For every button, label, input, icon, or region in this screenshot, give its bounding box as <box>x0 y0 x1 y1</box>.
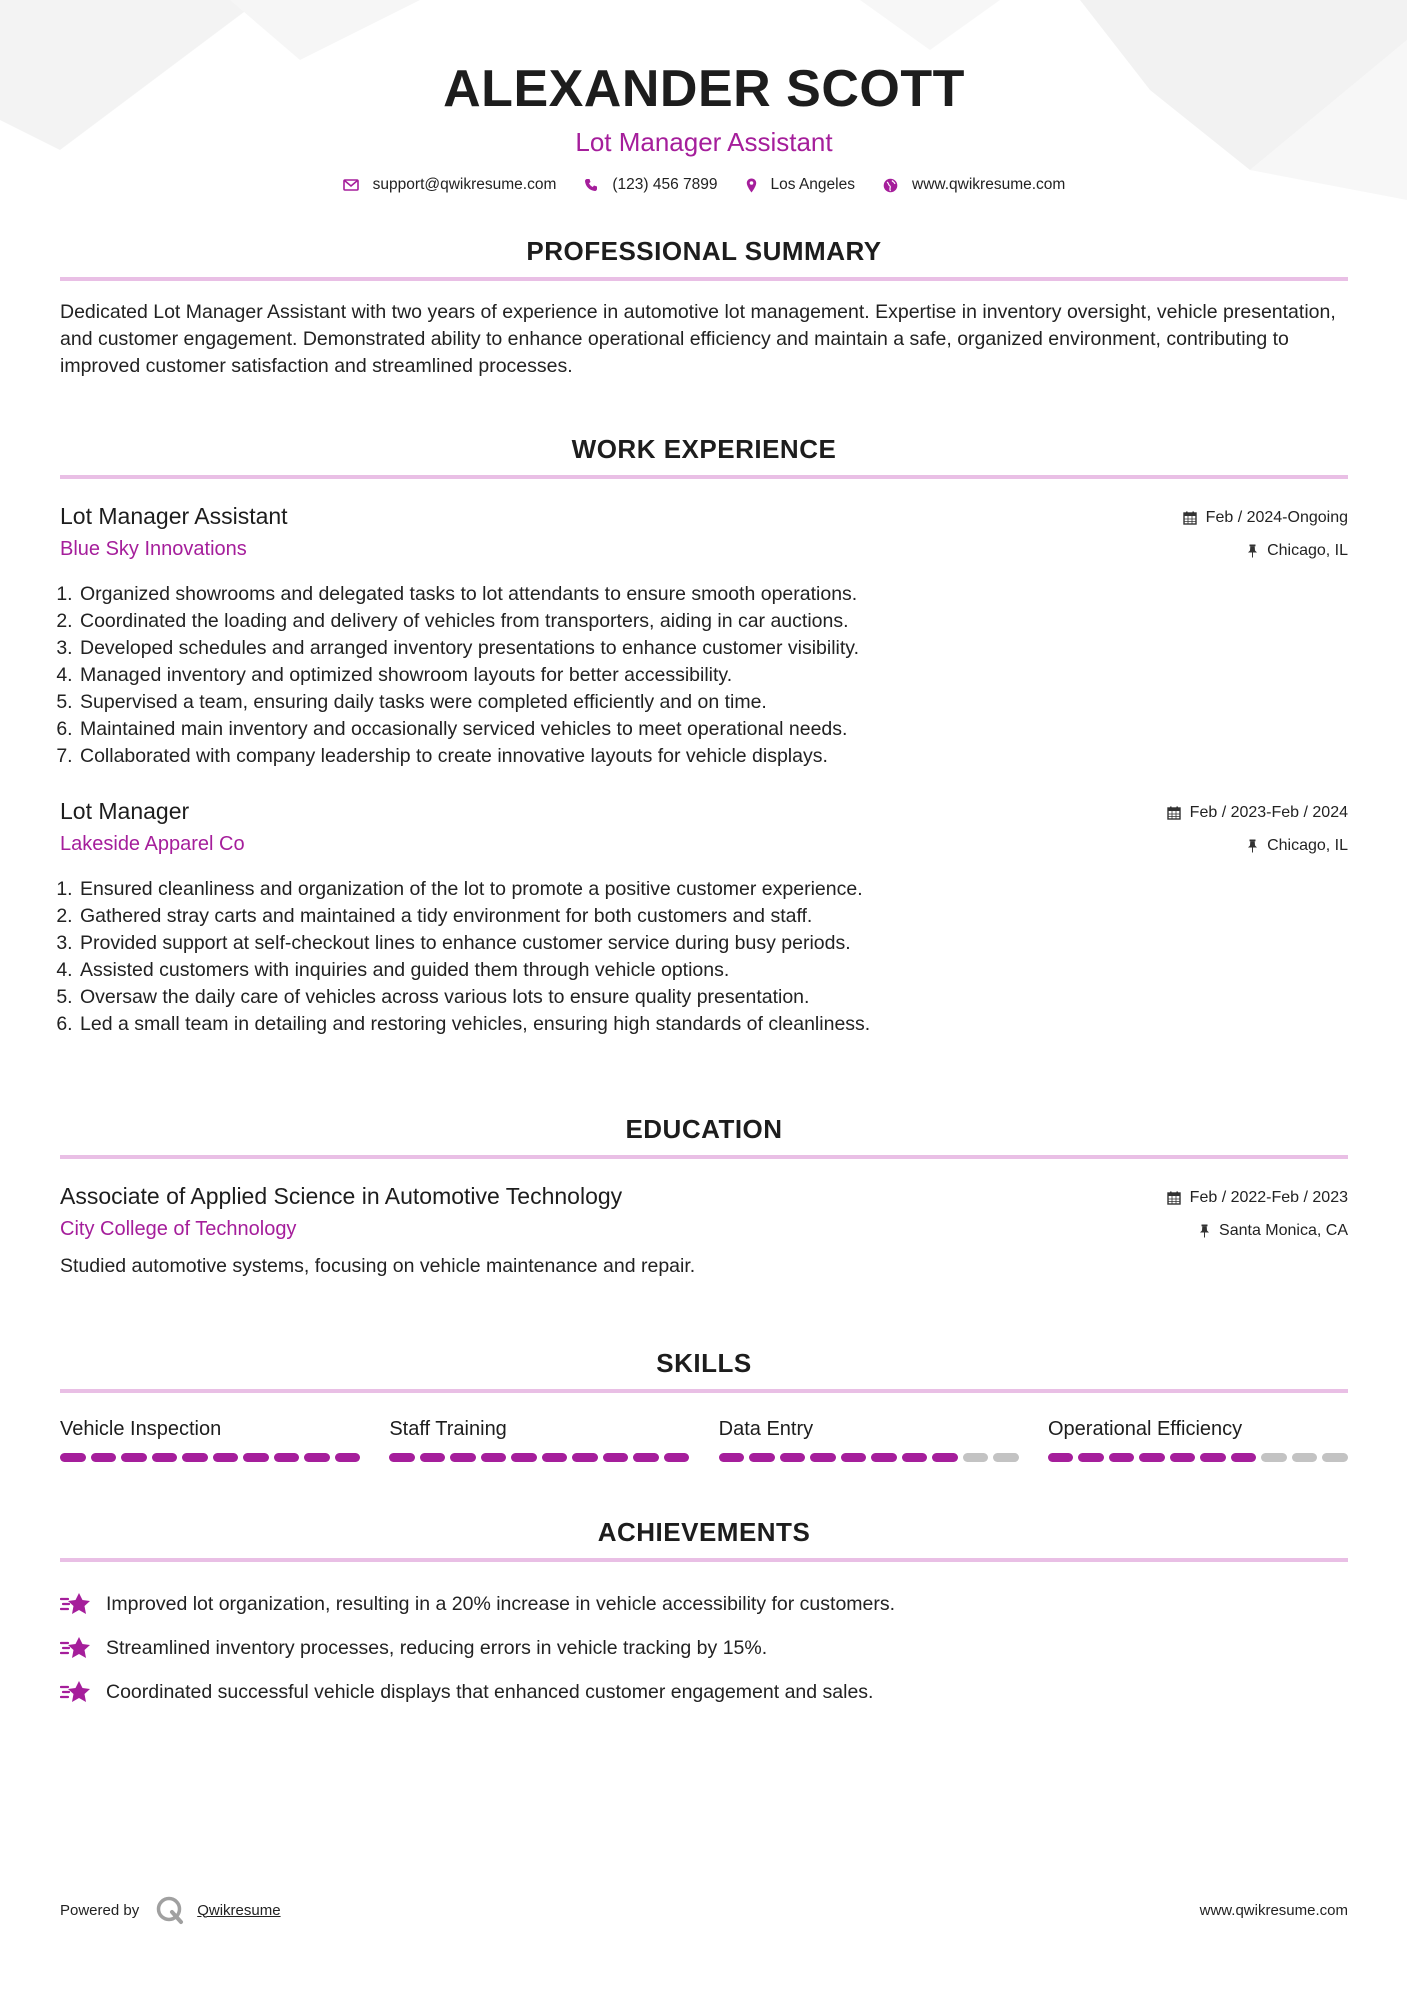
skill-segment-filled <box>511 1453 537 1462</box>
skill-segment-filled <box>1231 1453 1257 1462</box>
skill-level-bar <box>60 1453 360 1462</box>
skill-name: Data Entry <box>718 1418 814 1440</box>
education-entry <box>60 1181 1348 1280</box>
list-item: 4. Assisted customers with inquiries and guided them through vehicle options. <box>78 957 1348 984</box>
job-dates: Feb / 2023-Feb / 2024 <box>1189 803 1348 821</box>
candidate-title: Lot Manager Assistant <box>575 127 833 157</box>
skill-segment-empty <box>1261 1453 1287 1462</box>
job-dates: Feb / 2024-Ongoing <box>1205 508 1348 526</box>
pushpin-icon <box>1247 839 1258 853</box>
job-bullets <box>60 581 1348 770</box>
experience-heading: WORK EXPERIENCE <box>60 434 1348 479</box>
skill-segment-filled <box>749 1453 775 1462</box>
skill-segment-filled <box>810 1453 836 1462</box>
skill-level-bar <box>719 1453 1019 1462</box>
skill-segment-filled <box>572 1453 598 1462</box>
skills-list <box>60 1415 1348 1462</box>
skill-segment-filled <box>274 1453 300 1462</box>
qwikresume-link[interactable]: Qwikresume <box>197 1901 281 1919</box>
contact-phone-text: (123) 456 7899 <box>612 176 718 193</box>
skill-segment-filled <box>1200 1453 1226 1462</box>
contact-website-text: www.qwikresume.com <box>912 176 1066 193</box>
skill-item <box>1048 1415 1348 1462</box>
resume-header <box>60 0 1348 194</box>
skill-segment-filled <box>481 1453 507 1462</box>
qwikresume-logo-icon <box>155 1895 185 1925</box>
list-item: 2. Gathered stray carts and maintained a tidy environment for both customers and staff. <box>78 903 1348 930</box>
job-company: Lakeside Apparel Co <box>60 833 245 855</box>
skill-segment-filled <box>603 1453 629 1462</box>
envelope-icon <box>343 179 359 191</box>
achievement-text: Streamlined inventory processes, reducing errors in vehicle tracking by 15%. <box>106 1636 768 1659</box>
skill-segment-filled <box>1078 1453 1104 1462</box>
skill-segment-filled <box>1048 1453 1074 1462</box>
job-bullets <box>60 876 1348 1038</box>
list-item: 6. Maintained main inventory and occasionally serviced vehicles to meet operational needs. <box>78 716 1348 743</box>
skill-segment-filled <box>542 1453 568 1462</box>
achievement-text: Coordinated successful vehicle displays that enhanced customer engagement and sales. <box>106 1680 874 1703</box>
contact-email[interactable] <box>343 176 557 194</box>
skill-name: Vehicle Inspection <box>60 1418 222 1440</box>
skill-segment-filled <box>902 1453 928 1462</box>
achievement-text: Improved lot organization, resulting in a 20% increase in vehicle accessibility for customers. <box>106 1592 896 1615</box>
list-item: 3. Developed schedules and arranged inventory presentations to enhance customer visibility. <box>78 635 1348 662</box>
list-item: 3. Provided support at self-checkout lines to enhance customer service during busy periods. <box>78 930 1348 957</box>
footer-url[interactable]: www.qwikresume.com <box>1199 1901 1348 1919</box>
education-school: City College of Technology <box>60 1218 297 1240</box>
skill-name: Operational Efficiency <box>1047 1418 1243 1440</box>
summary-section <box>60 236 1348 380</box>
list-item: 5. Oversaw the daily care of vehicles across various lots to ensure quality presentation. <box>78 984 1348 1011</box>
contact-location-text: Los Angeles <box>770 176 855 193</box>
skill-segment-filled <box>60 1453 86 1462</box>
job-meta <box>1183 501 1348 567</box>
pushpin-icon <box>1199 1224 1210 1238</box>
calendar-icon <box>1167 806 1181 820</box>
skill-segment-empty <box>1292 1453 1318 1462</box>
calendar-icon <box>1183 511 1197 525</box>
skill-segment-filled <box>871 1453 897 1462</box>
list-item: 6. Led a small team in detailing and restoring vehicles, ensuring high standards of cleanliness. <box>78 1011 1348 1038</box>
education-section <box>60 1114 1348 1280</box>
skill-segment-filled <box>335 1453 361 1462</box>
skill-segment-filled <box>91 1453 117 1462</box>
phone-icon <box>584 178 598 192</box>
education-degree: Associate of Applied Science in Automotive Technology <box>60 1183 623 1209</box>
globe-icon <box>883 178 898 193</box>
skill-segment-filled <box>213 1453 239 1462</box>
skill-segment-empty <box>963 1453 989 1462</box>
job-role: Lot Manager Assistant <box>60 503 288 529</box>
skill-segment-filled <box>420 1453 446 1462</box>
skill-item <box>389 1415 689 1462</box>
skill-item <box>719 1415 1019 1462</box>
skill-segment-filled <box>121 1453 147 1462</box>
skill-item <box>60 1415 360 1462</box>
powered-by-label: Powered by <box>60 1901 140 1919</box>
contact-location <box>746 176 855 194</box>
skill-segment-filled <box>841 1453 867 1462</box>
list-item: 2. Coordinated the loading and delivery of vehicles from transporters, aiding in car auctions. <box>78 608 1348 635</box>
list-item <box>60 1670 1348 1714</box>
skill-name: Staff Training <box>389 1418 507 1440</box>
education-description: Studied automotive systems, focusing on vehicle maintenance and repair. <box>60 1255 696 1277</box>
achievements-list <box>60 1582 1348 1714</box>
job-entry-2 <box>60 796 1348 1038</box>
skill-segment-filled <box>780 1453 806 1462</box>
education-meta <box>1167 1181 1348 1247</box>
skill-level-bar <box>389 1453 689 1462</box>
skill-segment-filled <box>152 1453 178 1462</box>
list-item: 5. Supervised a team, ensuring daily tasks were completed efficiently and on time. <box>78 689 1348 716</box>
contact-email-text: support@qwikresume.com <box>372 176 557 193</box>
contact-website[interactable] <box>883 176 1065 194</box>
calendar-icon <box>1167 1191 1181 1205</box>
achievements-section <box>60 1517 1348 1714</box>
summary-heading: PROFESSIONAL SUMMARY <box>60 236 1348 281</box>
job-entry-1 <box>60 501 1348 770</box>
job-meta <box>1167 796 1348 862</box>
education-heading: EDUCATION <box>60 1114 1348 1159</box>
skill-segment-filled <box>719 1453 745 1462</box>
skill-segment-filled <box>1170 1453 1196 1462</box>
skill-segment-filled <box>304 1453 330 1462</box>
contact-phone[interactable] <box>584 176 717 194</box>
candidate-name: ALEXANDER SCOTT <box>443 60 965 118</box>
pushpin-icon <box>1247 544 1258 558</box>
job-location: Chicago, IL <box>1267 541 1348 559</box>
skills-section <box>60 1348 1348 1462</box>
skill-segment-empty <box>993 1453 1019 1462</box>
star-icon <box>60 1591 92 1617</box>
list-item: 1. Organized showrooms and delegated tasks to lot attendants to ensure smooth operations. <box>78 581 1348 608</box>
skill-segment-empty <box>1322 1453 1348 1462</box>
skill-segment-filled <box>243 1453 269 1462</box>
education-dates: Feb / 2022-Feb / 2023 <box>1189 1188 1348 1206</box>
star-icon <box>60 1635 92 1661</box>
list-item: 7. Collaborated with company leadership to create innovative layouts for vehicle displays. <box>78 743 1348 770</box>
job-location: Chicago, IL <box>1267 836 1348 854</box>
resume-page <box>60 0 1348 1703</box>
summary-text: Dedicated Lot Manager Assistant with two years of experience in automotive lot management. Expertise in inventory oversight, vehicle presentation, and customer engagement. Demonstrated ability to enhance operational efficiency and maintain a safe, organized environment, contributing to improved customer satisfaction and streamlined processes. <box>60 301 1336 377</box>
skill-segment-filled <box>664 1453 690 1462</box>
star-icon <box>60 1679 92 1705</box>
skill-segment-filled <box>1139 1453 1165 1462</box>
skill-segment-filled <box>932 1453 958 1462</box>
job-company: Blue Sky Innovations <box>60 538 247 560</box>
list-item: 1. Ensured cleanliness and organization of the lot to promote a positive customer experience. <box>78 876 1348 903</box>
job-role: Lot Manager <box>60 798 190 824</box>
skill-segment-filled <box>450 1453 476 1462</box>
skills-heading: SKILLS <box>60 1348 1348 1393</box>
experience-section <box>60 434 1348 1038</box>
contact-bar <box>60 176 1348 194</box>
powered-by <box>60 1895 281 1925</box>
location-pin-icon <box>746 178 757 193</box>
achievements-heading: ACHIEVEMENTS <box>60 1517 1348 1562</box>
list-item <box>60 1626 1348 1670</box>
skill-level-bar <box>1048 1453 1348 1462</box>
education-location: Santa Monica, CA <box>1219 1221 1348 1239</box>
list-item <box>60 1582 1348 1626</box>
skill-segment-filled <box>1109 1453 1135 1462</box>
footer <box>60 1895 1348 1925</box>
list-item: 4. Managed inventory and optimized showroom layouts for better accessibility. <box>78 662 1348 689</box>
skill-segment-filled <box>182 1453 208 1462</box>
skill-segment-filled <box>389 1453 415 1462</box>
skill-segment-filled <box>633 1453 659 1462</box>
